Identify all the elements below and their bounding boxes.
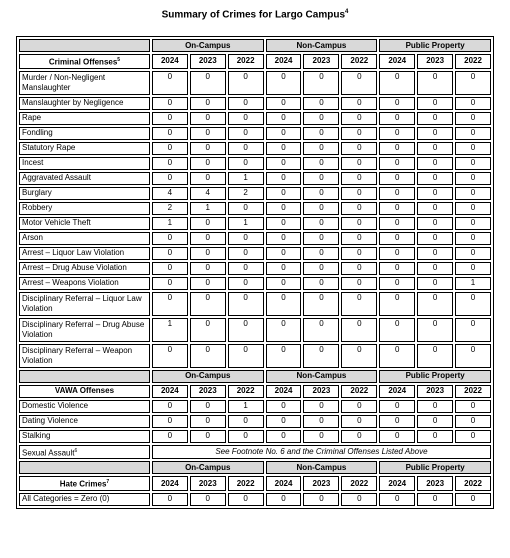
vawa-group-header-row	[19, 370, 491, 383]
table-row	[19, 217, 491, 230]
value-cell: 0	[455, 127, 491, 140]
value-cell: 0	[266, 344, 302, 368]
value-cell: 0	[303, 247, 339, 260]
value-cell: 0	[379, 217, 415, 230]
group-header-public-property: Public Property	[379, 461, 491, 474]
hate-section-footnote: 7	[106, 479, 110, 486]
value-cell: 0	[303, 430, 339, 443]
hate-group-header-row	[19, 461, 491, 474]
value-cell: 0	[379, 292, 415, 316]
value-cell: 0	[228, 127, 264, 140]
value-cell: 0	[341, 112, 377, 125]
page-title: Summary of Crimes for Largo Campus$^4$	[161, 9, 349, 21]
table-row	[19, 318, 491, 342]
value-cell: 0	[190, 430, 226, 443]
value-cell: 0	[266, 415, 302, 428]
value-cell: 0	[303, 344, 339, 368]
value-cell: 0	[379, 415, 415, 428]
value-cell: 0	[455, 142, 491, 155]
table-row	[19, 202, 491, 215]
row-label: Disciplinary Referral – Weapon Violation	[19, 344, 150, 368]
value-cell: 1	[228, 217, 264, 230]
value-cell: 0	[417, 142, 453, 155]
group-header-on-campus: On-Campus	[152, 370, 264, 383]
value-cell: 1	[152, 217, 188, 230]
year-2023: 2023	[190, 54, 226, 69]
value-cell: 0	[303, 400, 339, 413]
row-label: Arrest – Liquor Law Violation	[19, 247, 150, 260]
criminal-section-title: Criminal Offenses	[48, 57, 118, 67]
value-cell: 0	[455, 318, 491, 342]
value-cell: 0	[417, 202, 453, 215]
value-cell: 0	[341, 172, 377, 185]
value-cell: 0	[228, 142, 264, 155]
value-cell: 0	[455, 232, 491, 245]
value-cell: 0	[228, 277, 264, 290]
value-cell: 0	[190, 142, 226, 155]
value-cell: 0	[379, 127, 415, 140]
year-2024: 2024	[152, 385, 188, 398]
value-cell: 0	[266, 400, 302, 413]
table-row	[19, 127, 491, 140]
value-cell: 2	[228, 187, 264, 200]
year-2024: 2024	[379, 476, 415, 491]
value-cell: 0	[190, 247, 226, 260]
value-cell: 0	[379, 430, 415, 443]
value-cell: 0	[341, 97, 377, 110]
value-cell: 0	[341, 415, 377, 428]
group-header-public-property: Public Property	[379, 370, 491, 383]
value-cell: 0	[417, 112, 453, 125]
table-row	[19, 400, 491, 413]
value-cell: 0	[303, 217, 339, 230]
value-cell: 0	[417, 344, 453, 368]
value-cell: 0	[152, 97, 188, 110]
value-cell: 0	[152, 493, 188, 506]
value-cell: 0	[341, 292, 377, 316]
value-cell: 0	[341, 187, 377, 200]
value-cell: 0	[152, 400, 188, 413]
value-cell: 0	[341, 202, 377, 215]
value-cell: 0	[341, 493, 377, 506]
hate-section-title: Hate Crimes	[59, 479, 107, 489]
value-cell: 0	[190, 97, 226, 110]
value-cell: 0	[455, 415, 491, 428]
value-cell: 0	[266, 217, 302, 230]
value-cell: 0	[417, 292, 453, 316]
year-2023: 2023	[417, 54, 453, 69]
year-2024: 2024	[152, 54, 188, 69]
row-label: Murder / Non-Negligent Manslaughter	[19, 71, 150, 95]
value-cell: 0	[190, 493, 226, 506]
value-cell: 0	[190, 71, 226, 95]
value-cell: 0	[341, 157, 377, 170]
value-cell: 0	[266, 187, 302, 200]
value-cell: 4	[152, 187, 188, 200]
value-cell: 0	[152, 292, 188, 316]
year-2022: 2022	[341, 385, 377, 398]
value-cell: 0	[417, 232, 453, 245]
value-cell: 0	[152, 71, 188, 95]
value-cell: 0	[303, 493, 339, 506]
year-2023: 2023	[190, 476, 226, 491]
value-cell: 0	[455, 157, 491, 170]
value-cell: 0	[303, 262, 339, 275]
year-2023: 2023	[417, 476, 453, 491]
value-cell: 0	[379, 232, 415, 245]
value-cell: 0	[379, 493, 415, 506]
year-2022: 2022	[455, 54, 491, 69]
year-2024: 2024	[266, 385, 302, 398]
value-cell: 0	[417, 493, 453, 506]
value-cell: 0	[190, 415, 226, 428]
value-cell: 0	[417, 157, 453, 170]
value-cell: 0	[379, 112, 415, 125]
year-2022: 2022	[228, 54, 264, 69]
row-label: Rape	[19, 112, 150, 125]
sexual-assault-footnote: 6	[74, 447, 78, 454]
value-cell: 0	[266, 112, 302, 125]
row-label: Burglary	[19, 187, 150, 200]
table-row	[19, 415, 491, 428]
year-2023: 2023	[303, 476, 339, 491]
value-cell: 0	[341, 344, 377, 368]
value-cell: 1	[190, 202, 226, 215]
table-row	[19, 232, 491, 245]
value-cell: 0	[190, 277, 226, 290]
table-row	[19, 97, 491, 110]
value-cell: 0	[341, 232, 377, 245]
value-cell: 0	[190, 318, 226, 342]
sexual-assault-label	[19, 445, 150, 460]
year-2022: 2022	[455, 476, 491, 491]
value-cell: 0	[303, 112, 339, 125]
value-cell: 0	[190, 157, 226, 170]
year-2024: 2024	[379, 54, 415, 69]
vawa-section-header	[19, 385, 150, 398]
value-cell: 0	[152, 247, 188, 260]
value-cell: 0	[303, 202, 339, 215]
year-2023: 2023	[303, 54, 339, 69]
table-row	[19, 157, 491, 170]
value-cell: 0	[379, 400, 415, 413]
value-cell: 0	[190, 400, 226, 413]
table-row	[19, 142, 491, 155]
group-header-public-property: Public Property	[379, 39, 491, 52]
group-header-on-campus: On-Campus	[152, 39, 264, 52]
value-cell: 4	[190, 187, 226, 200]
value-cell: 0	[455, 202, 491, 215]
value-cell: 0	[303, 187, 339, 200]
value-cell: 0	[417, 71, 453, 95]
value-cell: 0	[266, 71, 302, 95]
value-cell: 0	[417, 187, 453, 200]
year-2024: 2024	[379, 385, 415, 398]
value-cell: 0	[266, 157, 302, 170]
year-2023: 2023	[190, 385, 226, 398]
row-label: Fondling	[19, 127, 150, 140]
value-cell: 0	[266, 277, 302, 290]
value-cell: 0	[379, 71, 415, 95]
table-row	[19, 430, 491, 443]
year-2024: 2024	[266, 476, 302, 491]
value-cell: 0	[228, 430, 264, 443]
table-row	[19, 277, 491, 290]
value-cell: 0	[455, 493, 491, 506]
value-cell: 0	[190, 292, 226, 316]
value-cell: 0	[303, 232, 339, 245]
value-cell: 0	[228, 202, 264, 215]
value-cell: 0	[341, 318, 377, 342]
value-cell: 0	[303, 97, 339, 110]
row-label: Manslaughter by Negligence	[19, 97, 150, 110]
value-cell: 0	[190, 217, 226, 230]
criminal-blank-cell	[19, 39, 150, 52]
value-cell: 0	[379, 262, 415, 275]
row-label: Disciplinary Referral – Drug Abuse Violation	[19, 318, 150, 342]
value-cell: 1	[455, 277, 491, 290]
hate-section-header	[19, 476, 150, 491]
value-cell: 0	[417, 415, 453, 428]
row-label: Aggravated Assault	[19, 172, 150, 185]
value-cell: 0	[152, 157, 188, 170]
value-cell: 0	[379, 97, 415, 110]
value-cell: 0	[266, 262, 302, 275]
value-cell: 0	[152, 430, 188, 443]
vawa-blank-cell	[19, 370, 150, 383]
value-cell: 0	[417, 172, 453, 185]
value-cell: 0	[303, 142, 339, 155]
value-cell: 0	[190, 344, 226, 368]
value-cell: 0	[228, 415, 264, 428]
value-cell: 0	[417, 247, 453, 260]
value-cell: 0	[266, 142, 302, 155]
value-cell: 0	[266, 430, 302, 443]
value-cell: 0	[379, 142, 415, 155]
group-header-non-campus: Non-Campus	[266, 461, 378, 474]
group-header-non-campus: Non-Campus	[266, 39, 378, 52]
value-cell: 0	[190, 262, 226, 275]
year-2024: 2024	[266, 54, 302, 69]
value-cell: 0	[303, 157, 339, 170]
value-cell: 0	[152, 262, 188, 275]
row-label: Motor Vehicle Theft	[19, 217, 150, 230]
value-cell: 0	[303, 277, 339, 290]
value-cell: 0	[228, 262, 264, 275]
criminal-year-header-row	[19, 54, 491, 69]
value-cell: 0	[379, 318, 415, 342]
value-cell: 0	[379, 157, 415, 170]
year-2022: 2022	[228, 476, 264, 491]
value-cell: 0	[266, 247, 302, 260]
value-cell: 0	[152, 127, 188, 140]
value-cell: 1	[228, 172, 264, 185]
value-cell: 0	[455, 112, 491, 125]
value-cell: 0	[228, 292, 264, 316]
value-cell: 0	[266, 232, 302, 245]
value-cell: 0	[228, 112, 264, 125]
row-label: Statutory Rape	[19, 142, 150, 155]
value-cell: 0	[455, 292, 491, 316]
sexual-assault-text: Sexual Assault	[22, 448, 75, 458]
year-2024: 2024	[152, 476, 188, 491]
criminal-group-header-row	[19, 39, 491, 52]
vawa-section-title: VAWA Offenses	[54, 386, 115, 396]
year-2023: 2023	[417, 385, 453, 398]
value-cell: 0	[455, 217, 491, 230]
table-row	[19, 112, 491, 125]
value-cell: 0	[341, 142, 377, 155]
row-label: Disciplinary Referral – Liquor Law Violation	[19, 292, 150, 316]
value-cell: 0	[228, 247, 264, 260]
value-cell: 0	[190, 112, 226, 125]
row-label: Incest	[19, 157, 150, 170]
value-cell: 0	[341, 262, 377, 275]
value-cell: 0	[303, 127, 339, 140]
row-label: Arrest – Weapons Violation	[19, 277, 150, 290]
table-row	[19, 247, 491, 260]
row-label: Domestic Violence	[19, 400, 150, 413]
value-cell: 0	[417, 127, 453, 140]
row-label: Stalking	[19, 430, 150, 443]
value-cell: 0	[303, 292, 339, 316]
criminal-section-footnote: 5	[117, 57, 121, 63]
sexual-assault-row	[19, 445, 491, 460]
value-cell: 0	[341, 400, 377, 413]
row-label: All Categories = Zero (0)	[19, 493, 150, 506]
value-cell: 0	[266, 493, 302, 506]
value-cell: 0	[152, 232, 188, 245]
value-cell: 0	[417, 430, 453, 443]
value-cell: 0	[455, 400, 491, 413]
value-cell: 0	[341, 217, 377, 230]
value-cell: 0	[152, 415, 188, 428]
table-row	[19, 187, 491, 200]
value-cell: 0	[266, 127, 302, 140]
value-cell: 1	[228, 400, 264, 413]
value-cell: 2	[152, 202, 188, 215]
value-cell: 0	[341, 277, 377, 290]
criminal-section-header	[19, 54, 150, 69]
value-cell: 0	[303, 71, 339, 95]
value-cell: 0	[455, 97, 491, 110]
value-cell: 0	[266, 318, 302, 342]
value-cell: 0	[455, 71, 491, 95]
group-header-on-campus: On-Campus	[152, 461, 264, 474]
value-cell: 0	[266, 202, 302, 215]
value-cell: 0	[417, 277, 453, 290]
value-cell: 0	[228, 344, 264, 368]
value-cell: 0	[455, 187, 491, 200]
value-cell: 0	[152, 142, 188, 155]
value-cell: 0	[379, 172, 415, 185]
year-2022: 2022	[341, 476, 377, 491]
value-cell: 0	[152, 344, 188, 368]
table-row	[19, 71, 491, 95]
value-cell: 0	[379, 277, 415, 290]
value-cell: 0	[228, 71, 264, 95]
value-cell: 0	[228, 157, 264, 170]
value-cell: 0	[190, 232, 226, 245]
table-row	[19, 493, 491, 506]
table-row	[19, 344, 491, 368]
value-cell: 0	[455, 247, 491, 260]
hate-year-header-row	[19, 476, 491, 491]
value-cell: 0	[341, 247, 377, 260]
sexual-assault-note: See Footnote No. 6 and the Criminal Offenses Listed Above	[152, 445, 491, 460]
value-cell: 0	[303, 172, 339, 185]
value-cell: 0	[417, 217, 453, 230]
value-cell: 0	[266, 172, 302, 185]
value-cell: 0	[379, 344, 415, 368]
row-label: Arson	[19, 232, 150, 245]
group-header-non-campus: Non-Campus	[266, 370, 378, 383]
value-cell: 0	[379, 202, 415, 215]
year-2022: 2022	[228, 385, 264, 398]
value-cell: 0	[303, 318, 339, 342]
value-cell: 0	[228, 318, 264, 342]
value-cell: 0	[417, 97, 453, 110]
value-cell: 0	[341, 127, 377, 140]
table-row	[19, 292, 491, 316]
value-cell: 0	[417, 262, 453, 275]
value-cell: 0	[303, 415, 339, 428]
value-cell: 0	[152, 277, 188, 290]
vawa-year-header-row	[19, 385, 491, 398]
value-cell: 0	[417, 400, 453, 413]
value-cell: 0	[455, 344, 491, 368]
year-2022: 2022	[455, 385, 491, 398]
value-cell: 0	[341, 71, 377, 95]
value-cell: 0	[417, 318, 453, 342]
value-cell: 0	[266, 292, 302, 316]
row-label: Dating Violence	[19, 415, 150, 428]
value-cell: 0	[455, 430, 491, 443]
value-cell: 0	[190, 127, 226, 140]
title-footnote: 4	[345, 9, 349, 15]
value-cell: 0	[152, 112, 188, 125]
row-label: Robbery	[19, 202, 150, 215]
value-cell: 0	[455, 172, 491, 185]
hate-blank-cell	[19, 461, 150, 474]
year-2023: 2023	[303, 385, 339, 398]
value-cell: 0	[228, 493, 264, 506]
value-cell: 1	[152, 318, 188, 342]
value-cell: 0	[379, 247, 415, 260]
value-cell: 0	[455, 262, 491, 275]
value-cell: 0	[379, 187, 415, 200]
crime-summary-table	[16, 36, 494, 509]
value-cell: 0	[341, 430, 377, 443]
value-cell: 0	[152, 172, 188, 185]
value-cell: 0	[266, 97, 302, 110]
table-row	[19, 262, 491, 275]
value-cell: 0	[190, 172, 226, 185]
value-cell: 0	[228, 232, 264, 245]
year-2022: 2022	[341, 54, 377, 69]
table-row	[19, 172, 491, 185]
row-label: Arrest – Drug Abuse Violation	[19, 262, 150, 275]
value-cell: 0	[228, 97, 264, 110]
